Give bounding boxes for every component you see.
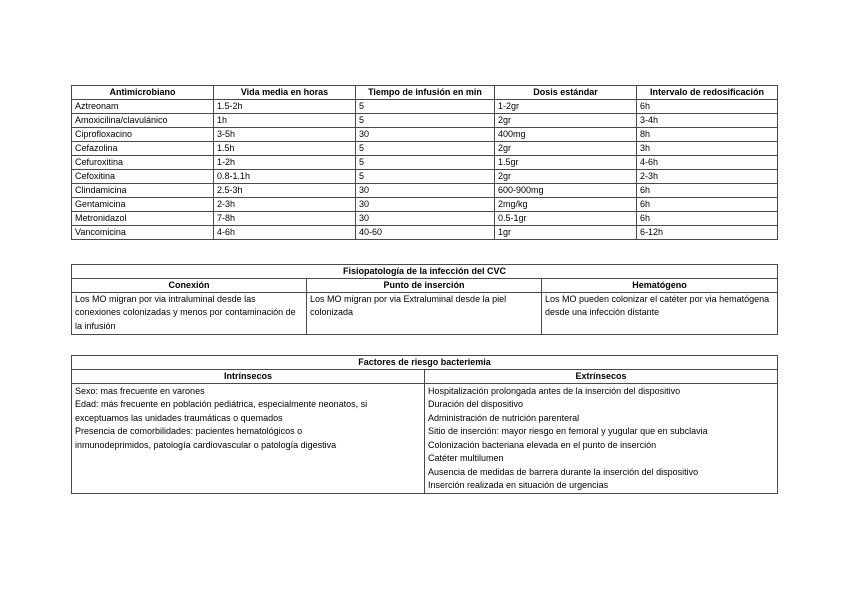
list-item: Colonización bacteriana elevada en el punto de inserción — [428, 439, 657, 450]
intrinsic-factors-cell — [72, 383, 425, 493]
table-row — [72, 128, 778, 142]
table-cell: 1-2h — [214, 156, 356, 170]
list-item: Duración del dispositivo — [428, 399, 524, 410]
table-cell: 1gr — [495, 226, 637, 240]
table-title-row — [72, 356, 778, 370]
antimicrobial-name-cell: Metronidazol — [72, 212, 214, 226]
table-row — [72, 292, 778, 334]
antimicrobial-name-cell: Clindamicina — [72, 184, 214, 198]
antimicrobial-name-cell: Cefoxitina — [72, 170, 214, 184]
antimicrobial-name-cell: Amoxicilina/clavulánico — [72, 114, 214, 128]
table-cell: 7-8h — [214, 212, 356, 226]
table-cell: 6h — [637, 184, 778, 198]
antimicrobial-name-cell: Gentamicina — [72, 198, 214, 212]
list-item: Inserción realizada en situación de urgencias — [428, 480, 609, 491]
table-cell: 0.5-1gr — [495, 212, 637, 226]
table-cell: Los MO pueden colonizar el catéter por via hematógena desde una infección distante — [542, 292, 778, 334]
table-cell: 600-900mg — [495, 184, 637, 198]
table-cell: 30 — [356, 128, 495, 142]
list-item: Presencia de comorbilidades: pacientes hematológicos o — [75, 426, 303, 437]
pathophysiology-table — [71, 264, 778, 335]
list-item: Sexo: mas frecuente en varones — [75, 385, 205, 396]
table-header-row — [72, 369, 778, 383]
list-item: Edad: más frecuente en población pediátrica, especialmente neonatos, si — [75, 399, 368, 410]
table-title: Fisiopatología de la infección del CVC — [72, 265, 778, 279]
antimicrobial-name-cell: Cefuroxitina — [72, 156, 214, 170]
list-item: Sitio de inserción: mayor riesgo en femoral y yugular que en subclavia — [428, 426, 708, 437]
antimicrobial-name-cell: Aztreonam — [72, 100, 214, 114]
table-row — [72, 142, 778, 156]
table-header-row — [72, 86, 778, 100]
table-cell: 400mg — [495, 128, 637, 142]
table-cell: 6h — [637, 212, 778, 226]
list-item: exceptuamos las unidades traumáticas o quemados — [75, 412, 283, 423]
table-cell: 2gr — [495, 114, 637, 128]
table-cell: 2mg/kg — [495, 198, 637, 212]
table-cell: 6h — [637, 100, 778, 114]
table-cell: 30 — [356, 184, 495, 198]
table-cell: 1.5gr — [495, 156, 637, 170]
table-row — [72, 226, 778, 240]
table-row — [72, 383, 778, 493]
table-cell: 5 — [356, 114, 495, 128]
table-cell: 5 — [356, 156, 495, 170]
extrinsic-factors-cell — [425, 383, 778, 493]
table-cell: 6h — [637, 198, 778, 212]
list-item: Administración de nutrición parenteral — [428, 412, 580, 423]
table-row — [72, 198, 778, 212]
table-cell: 40-60 — [356, 226, 495, 240]
table-row — [72, 184, 778, 198]
table-cell: 8h — [637, 128, 778, 142]
column-header: Extrínsecos — [425, 369, 778, 383]
table-title: Factores de riesgo bacteriemia — [72, 356, 778, 370]
table-cell: 2-3h — [637, 170, 778, 184]
table-cell: 0.8-1.1h — [214, 170, 356, 184]
table-row — [72, 114, 778, 128]
list-item: inmunodeprimidos, patología cardiovascular o patología digestiva — [75, 439, 337, 450]
column-header: Antimicrobiano — [72, 86, 214, 100]
table-cell: 3h — [637, 142, 778, 156]
table-cell: 1h — [214, 114, 356, 128]
table-row — [72, 212, 778, 226]
list-item: Catéter multilumen — [428, 453, 504, 464]
column-header: Intrínsecos — [72, 369, 425, 383]
column-header: Hematógeno — [542, 278, 778, 292]
table-row — [72, 100, 778, 114]
risk-factors-table — [71, 355, 778, 494]
table-row — [72, 156, 778, 170]
column-header: Punto de inserción — [307, 278, 542, 292]
table-cell: 30 — [356, 198, 495, 212]
antimicrobial-table — [71, 85, 778, 240]
column-header: Dosis estándar — [495, 86, 637, 100]
table-cell: 30 — [356, 212, 495, 226]
list-item: Ausencia de medidas de barrera durante la inserción del dispositivo — [428, 466, 699, 477]
list-item: Hospitalización prolongada antes de la inserción del dispositivo — [428, 385, 681, 396]
column-header: Vida media en horas — [214, 86, 356, 100]
table-cell: 3-5h — [214, 128, 356, 142]
antimicrobial-name-cell: Cefazolina — [72, 142, 214, 156]
table-cell: 3-4h — [637, 114, 778, 128]
table-cell: 1.5h — [214, 142, 356, 156]
table-cell: 2-3h — [214, 198, 356, 212]
column-header: Tiempo de infusión en min — [356, 86, 495, 100]
table-cell: 2gr — [495, 170, 637, 184]
table-cell: 6-12h — [637, 226, 778, 240]
table-cell: 5 — [356, 170, 495, 184]
table-title-row — [72, 265, 778, 279]
table-cell: 1-2gr — [495, 100, 637, 114]
table-cell: 2gr — [495, 142, 637, 156]
table-cell: Los MO migran por via Extraluminal desde la piel colonizada — [307, 292, 542, 334]
table-cell: 2.5-3h — [214, 184, 356, 198]
table-cell: Los MO migran por via intraluminal desde las conexiones colonizadas y menos por contaminación de la infusión — [72, 292, 307, 334]
table-cell: 4-6h — [637, 156, 778, 170]
table-cell: 1.5-2h — [214, 100, 356, 114]
column-header: Conexión — [72, 278, 307, 292]
column-header: Intervalo de redosificación — [637, 86, 778, 100]
table-cell: 5 — [356, 142, 495, 156]
table-row — [72, 170, 778, 184]
antimicrobial-name-cell: Ciprofloxacino — [72, 128, 214, 142]
table-cell: 5 — [356, 100, 495, 114]
table-header-row — [72, 278, 778, 292]
table-cell: 4-6h — [214, 226, 356, 240]
antimicrobial-name-cell: Vancomicina — [72, 226, 214, 240]
